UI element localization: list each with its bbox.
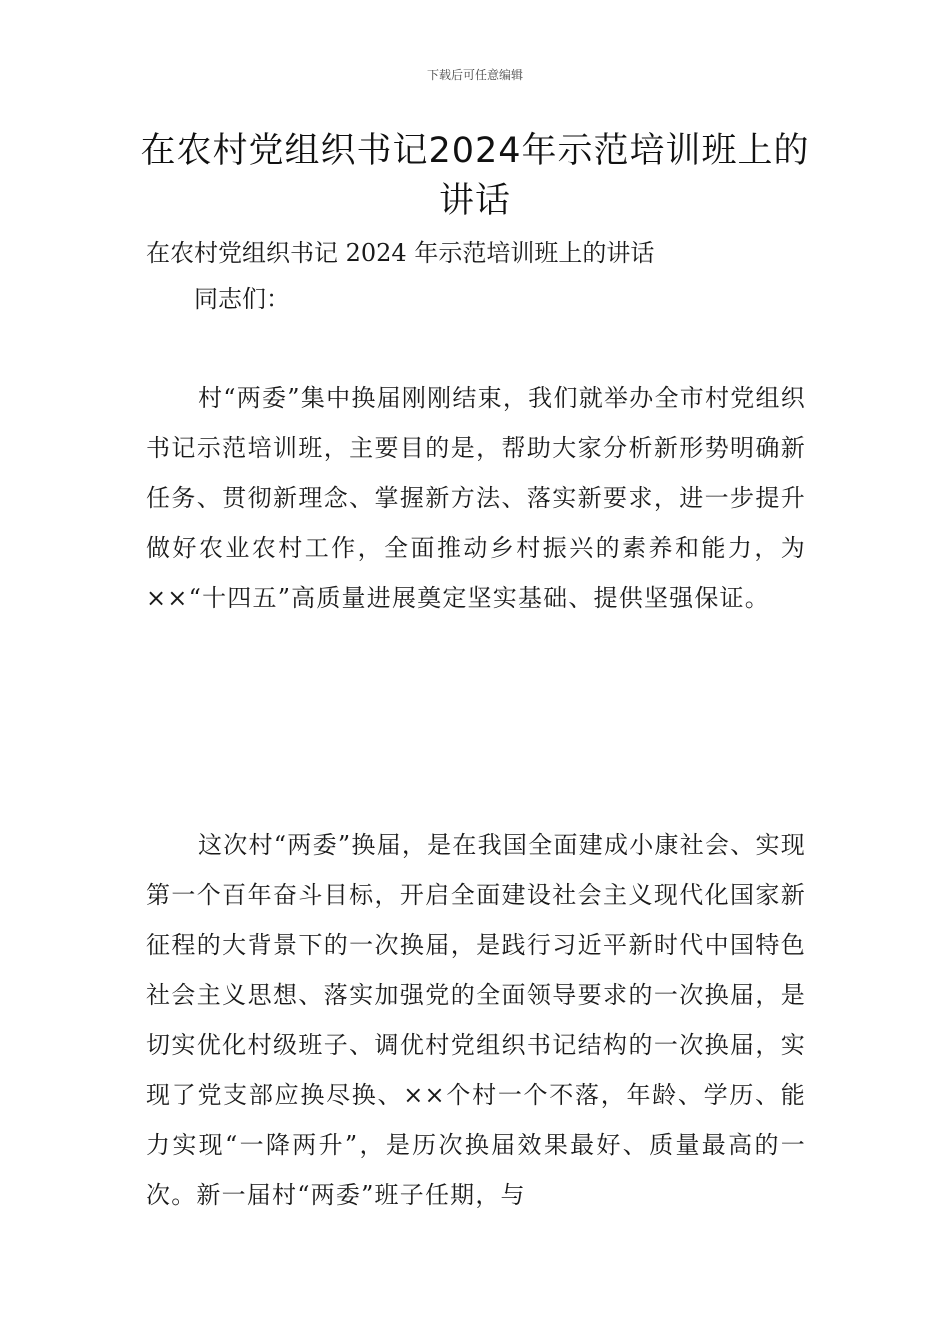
header-note: 下载后可任意编辑 — [426, 68, 523, 82]
document-title: 在农村党组织书记2024年示范培训班上的讲话 — [140, 131, 810, 221]
paragraph-1: 村“两委”集中换届刚刚结束，我们就举办全市村党组织书记示范培训班，主要目的是，帮助大家分析新形势明确新任务、贯彻新理念、掌握新方法、落实新要求，进一步提升做好农业农村工作，全面推动乡村振兴的素养和能力，为××“十四五”高质量进展奠定坚实基础、提供坚强保证。 — [146, 384, 806, 612]
paragraph-2: 这次村“两委”换届，是在我国全面建成小康社会、实现第一个百年奋斗目标，开启全面建设社会主义现代化国家新征程的大背景下的一次换届，是践行习近平新时代中国特色社会主义思想、落实加强党的全面领导要求的一次换届，是切实优化村级班子、调优村党组织书记结构的一次换届，实现了党支部应换尽换、××个村一个不落，年龄、学历、能力实现“一降两升”，是历次换届效果最好、质量最高的一次。新一届村“两委”班子任期，与 — [146, 831, 806, 1209]
greeting: 同志们： — [194, 285, 290, 313]
document-subtitle: 在农村党组织书记 2024 年示范培训班上的讲话 — [146, 239, 655, 267]
